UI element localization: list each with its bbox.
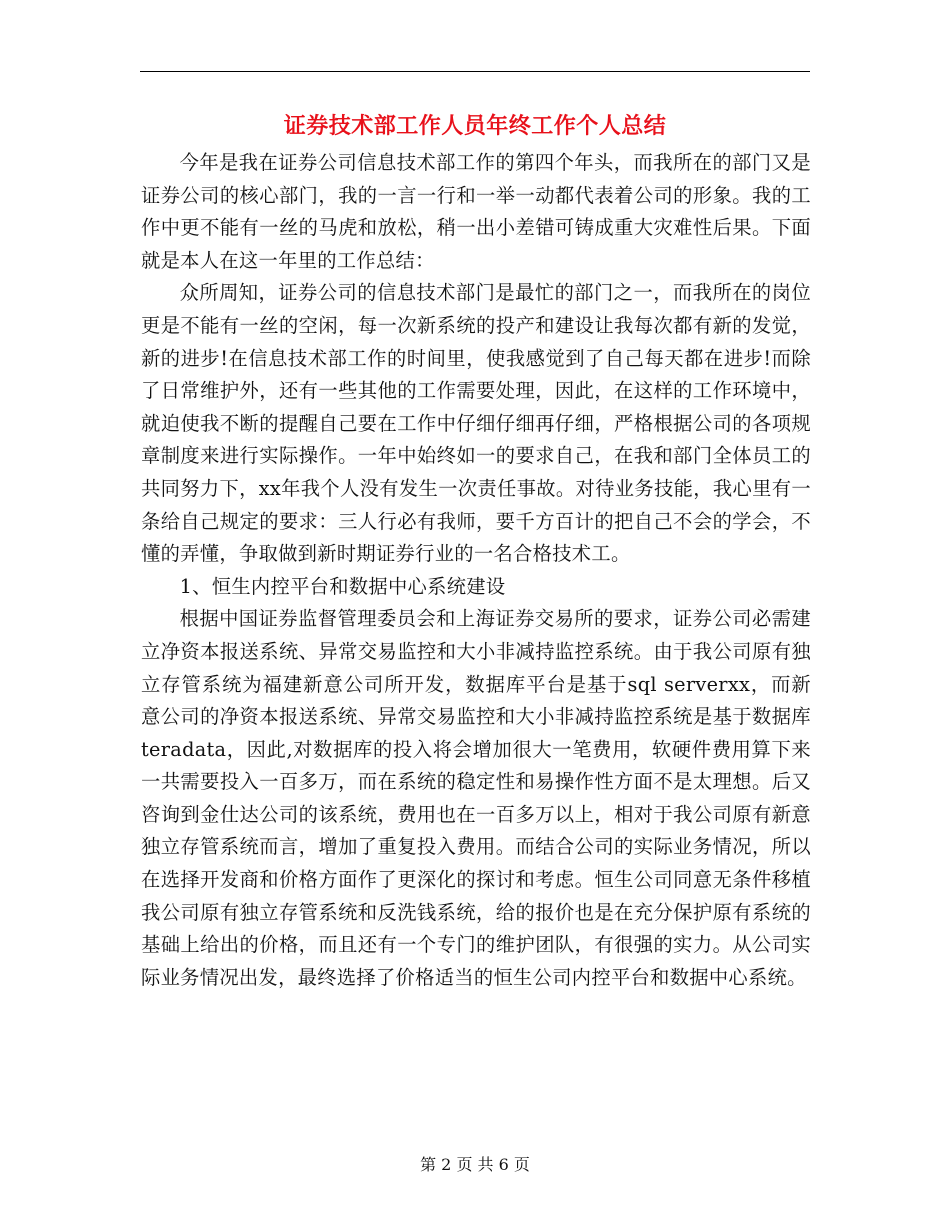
paragraph-department: 众所周知，证券公司的信息技术部门是最忙的部门之一，而我所在的岗位更是不能有一丝的空闲，每一次新系统的投产和建设让我每次都有新的发觉，新的进步!在信息技术部工作的时间里，使我感觉到了自己每天都在进步!而除了日常维护外，还有一些其他的工作需要处理，因此，在这样的工作环境中，就迫使我不断的提醒自己要在工作中仔细仔细再仔细，严格根据公司的各项规章制度来进行实际操作。一年中始终如一的要求自己，在我和部门全体员工的共同努力下，xx年我个人没有发生一次责任事故。对待业务技能，我心里有一条给自己规定的要求：三人行必有我师，要千方百计的把自己不会的学会，不懂的弄懂，争取做到新时期证券行业的一名合格技术工。 [141, 281, 811, 566]
document-title: 证券技术部工作人员年终工作个人总结 [283, 114, 667, 139]
paragraph-intro: 今年是我在证券公司信息技术部工作的第四个年头，而我所在的部门又是证券公司的核心部门，我的一言一行和一举一动都代表着公司的形象。我的工作中更不能有一丝的马虎和放松，稍一出小差错可铸成重大灾难性后果。下面就是本人在这一年里的工作总结： [141, 151, 811, 272]
header-rule [140, 71, 810, 72]
paragraph-system-build: 根据中国证券监督管理委员会和上海证券交易所的要求，证券公司必需建立净资本报送系统、异常交易监控和大小非减持监控系统。由于我公司原有独立存管系统为福建新意公司所开发，数据库平台是基于sql serverxx，而新意公司的净资本报送系统、异常交易监控和大小非减持监控系统是基于数据库teradata，因此,对数据库的投入将会增加很大一笔费用，软硬件费用算下来一共需要投入一百多万，而在系统的稳定性和易操作性方面不是太理想。后又咨询到金仕达公司的该系统，费用也在一百多万以上，相对于我公司原有新意独立存管系统而言，增加了重复投入费用。而结合公司的实际业务情况，所以在选择开发商和价格方面作了更深化的探讨和考虑。恒生公司同意无条件移植我公司原有独立存管系统和反洗钱系统，给的报价也是在充分保护原有系统的基础上给出的价格，而且还有一个专门的维护团队，有很强的实力。从公司实际业务情况出发，最终选择了价格适当的恒生公司内控平台和数据中心系统。 [141, 607, 811, 989]
page-number: 第 2 页 共 6 页 [420, 1155, 530, 1174]
document-body [141, 147, 811, 994]
section-heading: 1、恒生内控平台和数据中心系统建设 [179, 574, 506, 598]
